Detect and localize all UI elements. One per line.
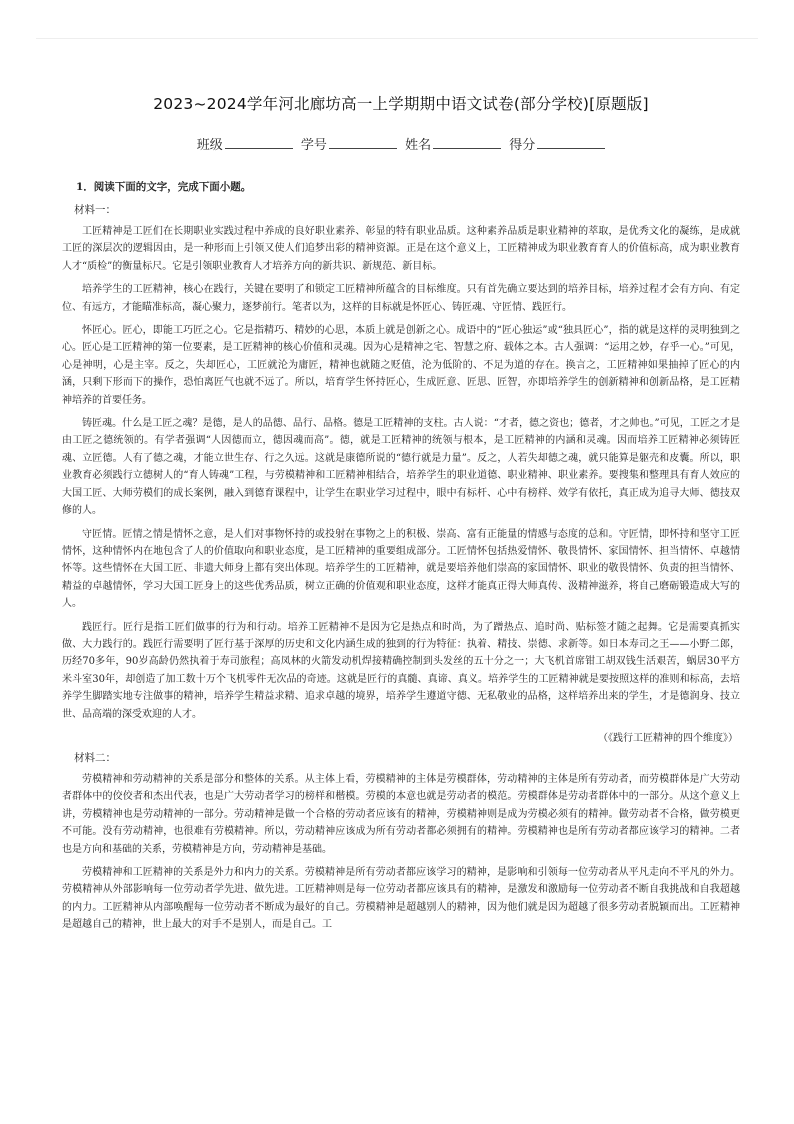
- material-one-paragraph: 践匠行。匠行是指工匠们做事的行为和行动。培养工匠精神不是因为它是热点和时尚，为了蹭热点、追时尚、贴标签才随之起舞。它是需要真抓实做、大力践行的。践匠行需要明了匠行基于深厚的历史和文化内涵生成的独到的行为特征：执着、精技、崇德、求新等。如日本寿司之王——小野二郎，历经70多年，90岁高龄仍然执着于寿司旅程；高凤林的火箭发动机焊接精确控制到头发丝的五十分之一；大飞机首席钳工胡双钱生活艰苦，蜗居30平方米斗室30年，却创造了加工数十万个飞机零件无次品的奇迹。这就是匠行的真髓、真谛、真义。培养学生的工匠精神就是要按照这样的准则和标高，去培养学生脚踏实地专注做事的精神，培养学生精益求精、追求卓越的境界，培养学生遵道守德、无私敬业的品格，这样培养出来的学生，才是德润身、技立世、品高端的深受欢迎的人才。: [62, 621, 740, 720]
- score-field[interactable]: [509, 134, 605, 153]
- exam-page: [62, 92, 740, 940]
- class-label: 班级: [196, 138, 223, 153]
- class-blank[interactable]: [225, 136, 293, 149]
- material-one-label: 材料一：: [74, 204, 116, 216]
- student-number-label: 学号: [300, 138, 327, 153]
- class-field[interactable]: [197, 134, 293, 153]
- name-field[interactable]: [405, 134, 501, 153]
- material-one-paragraph: 守匠情。匠情之情是情怀之意，是人们对事物怀持的或投射在事物之上的积极、崇高、富有正能量的情感与态度的总和。守匠情，即怀持和坚守工匠情怀，这种情怀内在地包含了人的价值取向和职业态度，是工匠精神的重要组成部分。工匠情怀包括热爱情怀、敬畏情怀、家国情怀、担当情怀、卓越情怀等。这些情怀在大国工匠、非遗大师身上都有突出体现。培养学生的工匠精神，就是要培养他们崇高的家国情怀、职业的敬畏情怀、负责的担当情怀、精益的卓越情怀，学习大国工匠身上的这些优秀品质，树立正确的价值观和职业态度，这样才能真正得大师真传、汲精神滋养，将自己磨砺锻造成大写的人。: [62, 528, 740, 610]
- score-blank[interactable]: [537, 136, 605, 149]
- student-number-blank[interactable]: [329, 136, 397, 149]
- name-blank[interactable]: [433, 136, 501, 149]
- material-two-label: 材料二：: [74, 751, 116, 764]
- material-two-paragraph: 劳模精神和劳动精神的关系是部分和整体的关系。从主体上看，劳模精神的主体是劳模群体，劳动精神的主体是所有劳动者，而劳模群体是广大劳动者群体中的佼佼者和杰出代表，也是广大劳动者学习的榜样和楷模。劳模的本意也就是劳动者的模范。劳模群体是劳动者群体中的一部分。从这个意义上讲，劳模精神也是劳动精神的一部分。劳动精神是做一个合格的劳动者应该有的精神，劳模精神则是成为劳模必须有的精神。做劳动者不合格，做劳模更不可能。没有劳动精神，也很难有劳模精神。所以，劳动精神应该成为所有劳动者都必须拥有的精神。劳模精神也是所有劳动者都应该学习的精神。二者也是方向和基础的关系，劳模精神是方向，劳动精神是基础。: [62, 773, 740, 855]
- material-one-paragraph: 铸匠魂。什么是工匠之魂？是德，是人的品德、品行、品格。德是工匠精神的支柱。古人说：“才者，德之资也；德者，才之帅也。”可见，工匠之才是由工匠之德统领的。有学者强调“人因德而立，德因魂而高”。德，就是工匠精神的统领与根本，是工匠精神的内涵和灵魂。因而培养工匠精神必须铸匠魂、立匠德。人有了德之魂，才能立世生存、行之久远。这就是康德所说的“德行就是力量”。反之，人若失却德之魂，就只能算是躯壳和皮囊。所以，职业教育必须践行立德树人的“育人铸魂”工程，与劳模精神和工匠精神相结合，培养学生的职业道德、职业精神、职业素养。要搜集和整理具有育人效应的大国工匠、大师劳模们的成长案例，融入到德育课程中，让学生在职业学习过程中，眼中有标杆、心中有榜样、效学有依托，真正成为追寻大师、德技双修的人。: [62, 418, 740, 517]
- score-label: 得分: [509, 138, 536, 153]
- material-one-paragraph: 培养学生的工匠精神，核心在践行，关键在要明了和锁定工匠精神所蕴含的目标维度。只有首先确立要达到的培养目标，培养过程才会有方向、有定位、有远方，才能瞄准标高，凝心聚力，逐梦前行。笔者以为，这样的目标就是怀匠心、铸匠魂、守匠情、践匠行。: [62, 284, 740, 313]
- student-info-fields: [62, 134, 740, 153]
- page-title: 2023~2024学年河北廊坊高一上学期期中语文试卷(部分学校)[原题版]: [153, 95, 649, 113]
- student-number-field[interactable]: [301, 134, 397, 153]
- material-one-paragraph: 怀匠心。匠心，即能工巧匠之心。它是指精巧、精妙的心思，本质上就是创新之心。成语中的“匠心独运”或“独具匠心”，指的就是这样的灵明独到之心。匠心是工匠精神的第一位要素，是工匠精神的核心价值和灵魂。因为心是精神之宅、智慧之府、载体之本。古人强调：“运用之妙，存乎一心。”可见，心是神明，心是主宰。反之，失却匠心，工匠就沦为庸匠，精神也就随之贬值，沦为低阶的、不足为道的存在。换言之，工匠精神如果抽掉了匠心的内涵，只剩下形而下的操作，恐怕离匠气也就不远了。所以，培育学生怀持匠心，生成匠意、匠思、匠智，亦即培养学生的创新精神和创新品格，是工匠精神培养的首要任务。: [62, 325, 740, 406]
- material-one-paragraph: 工匠精神是工匠们在长期职业实践过程中养成的良好职业素养、彰显的特有职业品质。这种素养品质是职业精神的萃取，是优秀文化的凝练，是成就工匠的深层次的逻辑因由，是一种形而上引领又使人们追梦出彩的精神资源。正是在这个意义上，工匠精神成为职业教育育人的价值标高，成为职业教育人才“质检”的衡量标尺。它是引领职业教育人才培养方向的新共识、新规范、新目标。: [62, 226, 740, 272]
- header-divider: [36, 38, 758, 39]
- question-prompt: 1．阅读下面的文字，完成下面小题。: [76, 181, 252, 193]
- material-one-source: （《践行工匠精神的四个维度》）: [598, 732, 738, 744]
- material-two-paragraph: 劳模精神和工匠精神的关系是外力和内力的关系。劳模精神是所有劳动者都应该学习的精神，是影响和引领每一位劳动者从平凡走向不平凡的外力。劳模精神从外部影响每一位劳动者学先进、做先进。工匠精神则是每一位劳动者都应该具有的精神，是激发和激励每一位劳动者不断自我挑战和自我超越的内力。工匠精神从内部唤醒每一位劳动者不断成为最好的自己。劳模精神是超越别人的精神，因为他们就是因为超越了很多劳动者脱颖而出。工匠精神是超越自己的精神，世上最大的对手不是别人，而是自己。工: [62, 867, 740, 931]
- name-label: 姓名: [405, 138, 432, 153]
